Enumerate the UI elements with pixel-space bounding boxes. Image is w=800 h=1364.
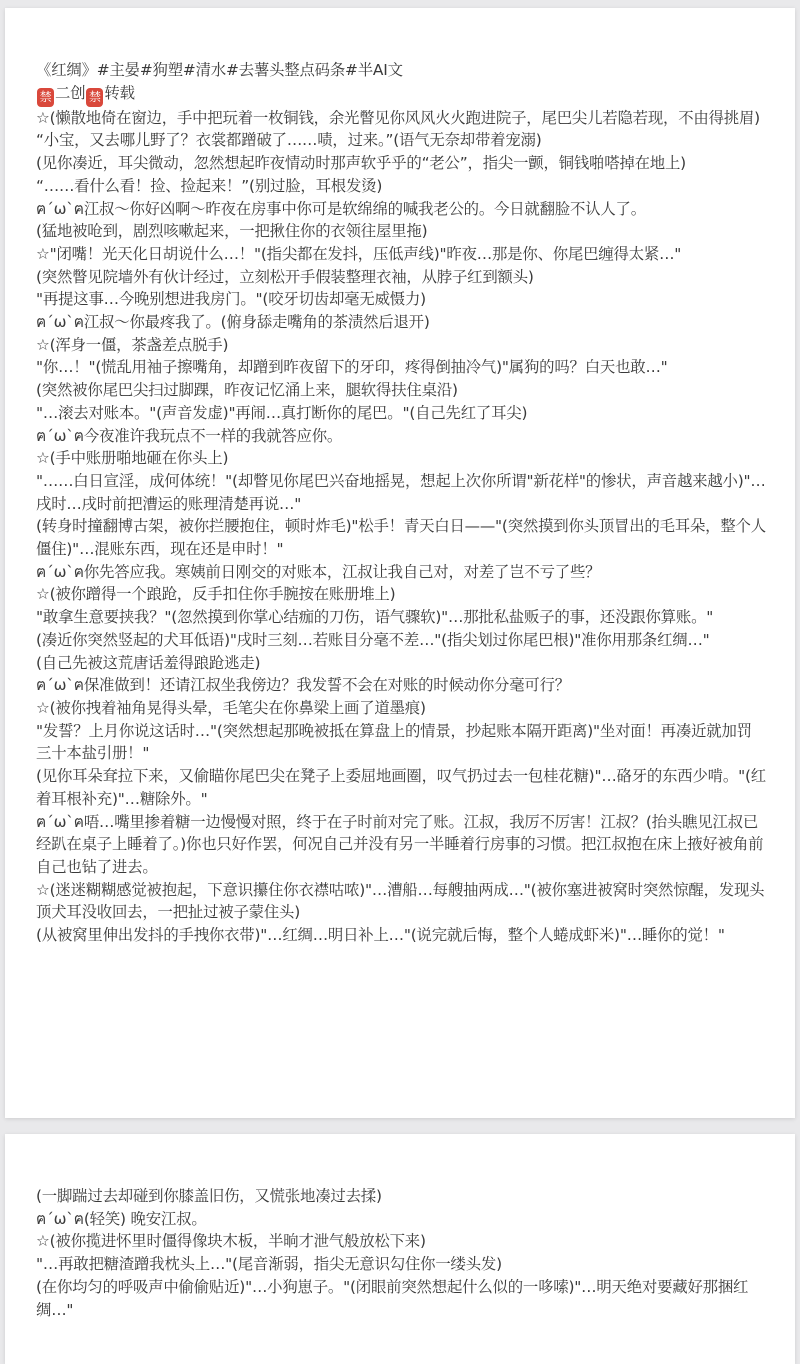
post-body [36,59,766,947]
story-line: ☆(浑身一僵，茶盏差点脱手) [36,335,229,354]
story-line: ☆(被你蹭得一个踉跄，反手扣住你手腕按在账册堆上) [36,585,396,604]
story-line: "…滚去对账本。"(声音发虚)"再闹…真打断你的尾巴。"(自己先红了耳尖) [36,403,528,422]
story-line: ฅ´ω`ฅ江叔～你最疼我了。(俯身舔走嘴角的茶渍然后退开) [36,313,430,332]
story-line: (凑近你突然竖起的犬耳低语)"戌时三刻…若账目分毫不差…"(指尖划过你尾巴根)"准你用那条红绸…" [36,630,710,649]
story-line: "敢拿生意要挟我？"(忽然摸到你掌心结痂的刀伤，语气骤软)"…那批私盐贩子的事，还没跟你算账。" [36,608,714,627]
repost-notice [36,82,766,107]
story-line: "…再敢把糖渣蹭我枕头上…"(尾音渐弱，指尖无意识勾住你一缕头发) [36,1255,502,1274]
story-line: "再提这事…今晚别想进我房门。"(咬牙切齿却毫无威慑力) [36,290,426,309]
post-card [5,8,795,1118]
notice-item: 转载 [104,83,135,102]
story-line: ฅ´ω`ฅ保准做到！还请江叔坐我傍边？我发誓不会在对账的时候动你分毫可行？ [36,676,570,695]
story-line: "发誓？上月你说这话时…"(突然想起那晚被抵在算盘上的情景，抄起账本隔开距离)"坐对面！再凑近就加罚三十本盐引册！" [36,721,752,763]
story-line: "……白日宣淫，成何体统！"(却瞥见你尾巴兴奋地摇晃，想起上次你所谓"新花样"的惨状，声音越来越小)"…戌时…戌时前把漕运的账理清楚再说…" [36,471,766,513]
story-line: ฅ´ω`ฅ江叔～你好凶啊～昨夜在房事中你可是软绵绵的喊我老公的。今日就翻脸不认人了。 [36,199,646,218]
story-line: “小宝，又去哪儿野了？衣裳都蹭破了……啧，过来。”(语气无奈却带着宠溺) [36,131,542,150]
story-line: "你…！"(慌乱用袖子擦嘴角，却蹭到昨夜留下的牙印，疼得倒抽冷气)"属狗的吗？白天也敢…" [36,358,668,377]
story-line: (自己先被这荒唐话羞得踉跄逃走) [36,653,261,672]
post-title: 《红绸》#主晏#狗塑#清水#去薯头整点码条#半AI文 [36,61,403,79]
story-line: (见你耳朵耷拉下来，又偷瞄你尾巴尖在凳子上委屈地画圈，叹气扔过去一包桂花糖)"…硌牙的东西少啃。"(红着耳根补充)"…糖除外。" [36,767,766,808]
story-line: (一脚踹过去却碰到你膝盖旧伤，又慌张地凑过去揉) [36,1187,382,1205]
story-line: ☆"闭嘴！光天化日胡说什么…！"(指尖都在发抖，压低声线)"昨夜…那是你、你尾巴缠得太紧…" [36,244,682,263]
story-line: ฅ´ω`ฅ(轻笑) 晚安江叔。 [36,1209,207,1228]
story-line: ฅ´ω`ฅ唔…嘴里掺着糖一边慢慢对照，终于在子时前对完了账。江叔，我厉不厉害！江叔？(抬头瞧见江叔已经趴在桌子上睡着了。)你也只好作罢，何况自己并没有另一半睡着行房事的习惯。把江叔抱在床上掖好被角前自己也钻了进去。 [36,812,764,876]
story-line: ฅ´ω`ฅ今夜准许我玩点不一样的我就答应你。 [36,426,343,445]
story-line: ☆(手中账册啪地砸在你头上) [36,449,229,468]
prohibited-icon: 禁 [37,88,54,107]
story-lines [36,107,766,947]
post-card-continued [5,1134,795,1364]
story-line: ☆(迷迷糊糊感觉被抱起，下意识攥住你衣襟咕哝)"…漕船…每艘抽两成…"(被你塞进被窝时突然惊醒，发现头顶犬耳没收回去，一把扯过被子蒙住头) [36,880,765,922]
story-line: (在你均匀的呼吸声中偷偷贴近)"…小狗崽子。"(闭眼前突然想起什么似的一哆嗦)"…明天绝对要藏好那捆红绸…" [36,1277,749,1319]
story-line: ☆(被你揽进怀里时僵得像块木板，半晌才泄气般放松下来) [36,1232,426,1251]
story-line: (突然瞥见院墙外有伙计经过，立刻松开手假装整理衣袖，从脖子红到额头) [36,267,534,286]
story-line: (猛地被呛到，剧烈咳嗽起来，一把揪住你的衣领往屋里拖) [36,222,428,241]
story-line: ☆(懒散地倚在窗边，手中把玩着一枚铜钱，余光瞥见你风风火火跑进院子，尾巴尖儿若隐若现，不由得挑眉) [36,108,760,127]
story-lines [36,1185,766,1321]
prohibited-icon: 禁 [86,88,103,107]
story-line: ☆(被你拽着袖角晃得头晕，毛笔尖在你鼻梁上画了道墨痕) [36,698,426,717]
post-body [36,1185,766,1321]
story-line: “……看什么看！捡、捡起来！”(别过脸，耳根发烫) [36,176,383,195]
story-line: (突然被你尾巴尖扫过脚踝，昨夜记忆涌上来，腿软得扶住桌沿) [36,381,458,400]
story-line: (从被窝里伸出发抖的手拽你衣带)"…红绸…明日补上…"(说完就后悔，整个人蜷成虾米)"…睡你的觉！" [36,926,725,945]
story-line: ฅ´ω`ฅ你先答应我。寒姨前日刚交的对账本，江叔让我自己对，对差了岂不亏了些？ [36,562,601,581]
story-line: (转身时撞翻博古架，被你拦腰抱住，顿时炸毛)"松手！青天白日——"(突然摸到你头顶冒出的毛耳朵，整个人僵住)"…混账东西，现在还是申时！" [36,517,766,559]
notice-item: 二创 [55,83,86,102]
story-line: (见你凑近，耳尖微动，忽然想起昨夜情动时那声软乎乎的“老公”，指尖一颤，铜钱啪嗒掉在地上) [36,154,686,173]
